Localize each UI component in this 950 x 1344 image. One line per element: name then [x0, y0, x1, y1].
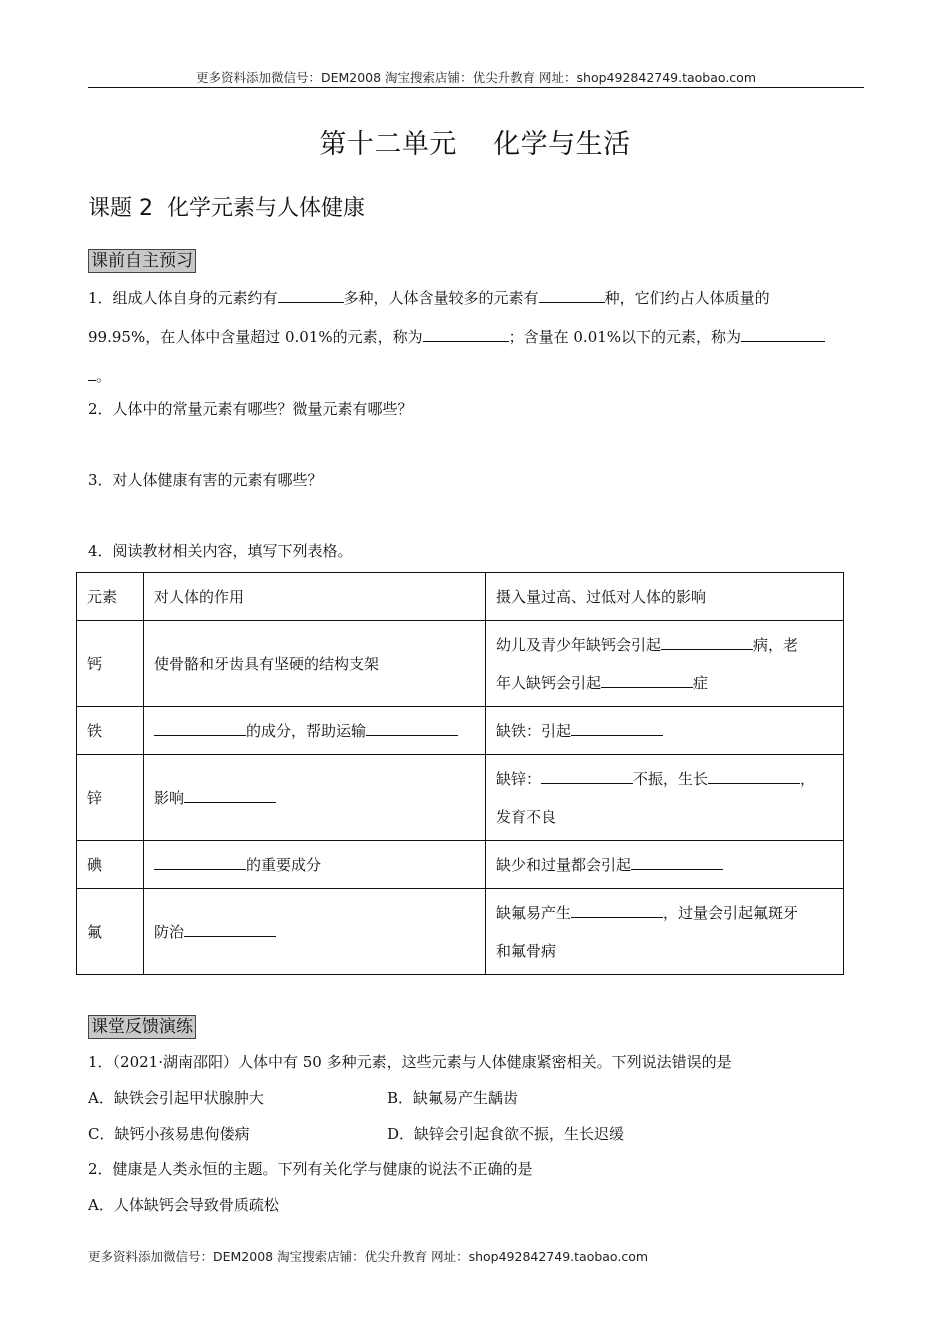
- practice-question-1: 1．（2021·湖南邵阳）人体中有 50 多种元素，这些元素与人体健康紧密相关。下列说法错误的是: [88, 1053, 732, 1071]
- table-row-iodine: [77, 841, 844, 889]
- role-cell: 影响: [144, 755, 486, 841]
- table-header-cell: 对人体的作用: [144, 573, 486, 621]
- table-header-row: [77, 573, 844, 621]
- table-row-calcium: [77, 621, 844, 707]
- table-header-cell: 摄入量过高、过低对人体的影响: [486, 573, 844, 621]
- table-row-fluorine: [77, 889, 844, 975]
- practice-q1-option-a: A．缺铁会引起甲状腺肿大: [88, 1089, 264, 1107]
- preview-question-2: 2．人体中的常量元素有哪些？微量元素有哪些？: [88, 400, 413, 418]
- section-practice-heading: 课堂反馈演练: [88, 1015, 196, 1039]
- effect-cell: 缺铁：引起: [486, 707, 844, 755]
- effect-cell: 缺氟易产生 ，过量会引起氟斑牙 和氟骨病: [486, 889, 844, 975]
- table-row-iron: [77, 707, 844, 755]
- role-cell: 使骨骼和牙齿具有坚硬的结构支架: [144, 621, 486, 707]
- role-cell: 防治: [144, 889, 486, 975]
- practice-q1-option-d: D．缺锌会引起食欲不振，生长迟缓: [387, 1125, 625, 1143]
- effect-cell: 幼儿及青少年缺钙会引起 病，老 年人缺钙会引起 症: [486, 621, 844, 707]
- element-cell: 碘: [77, 841, 144, 889]
- lesson-subtitle: 课题 2 化学元素与人体健康: [88, 196, 365, 221]
- preview-question-1-line-2: 99.95%，在人体中含量超过 0.01%的元素，称为 ；含量在 0.01%以下的元素，称为: [88, 327, 825, 347]
- practice-q1-option-c: C．缺钙小孩易患佝偻病: [88, 1125, 250, 1143]
- preview-question-4: 4．阅读教材相关内容，填写下列表格。: [88, 542, 353, 560]
- role-cell: 的成分，帮助运输: [144, 707, 486, 755]
- element-cell: 钙: [77, 621, 144, 707]
- table-row-zinc: [77, 755, 844, 841]
- preview-question-3: 3．对人体健康有害的元素有哪些？: [88, 471, 323, 489]
- page-header: 更多资料添加微信号：DEM2008 淘宝搜索店铺：优尖升教育 网址：shop492842749.taobao.com: [195, 70, 757, 85]
- page-title: 第十二单元 化学与生活: [319, 129, 631, 160]
- preview-question-1-line-3: 。: [88, 366, 111, 386]
- section-preview-heading: 课前自主预习: [88, 249, 196, 273]
- effect-cell: 缺少和过量都会引起: [486, 841, 844, 889]
- element-table: [76, 572, 844, 975]
- element-cell: 铁: [77, 707, 144, 755]
- element-cell: 氟: [77, 889, 144, 975]
- element-cell: 锌: [77, 755, 144, 841]
- effect-cell: 缺锌： 不振，生长 ， 发育不良: [486, 755, 844, 841]
- practice-q1-option-b: B．缺氟易产生龋齿: [387, 1089, 519, 1107]
- practice-q2-option-a: A．人体缺钙会导致骨质疏松: [88, 1196, 279, 1214]
- page-footer: 更多资料添加微信号：DEM2008 淘宝搜索店铺：优尖升教育 网址：shop492842749.taobao.com: [88, 1249, 649, 1264]
- preview-question-1-line-1: 1．组成人体自身的元素约有 多种，人体含量较多的元素有 种，它们约占人体质量的: [88, 289, 770, 307]
- header-divider: [88, 87, 864, 88]
- table-header-cell: 元素: [77, 573, 144, 621]
- role-cell: 的重要成分: [144, 841, 486, 889]
- practice-question-2: 2．健康是人类永恒的主题。下列有关化学与健康的说法不正确的是: [88, 1160, 533, 1178]
